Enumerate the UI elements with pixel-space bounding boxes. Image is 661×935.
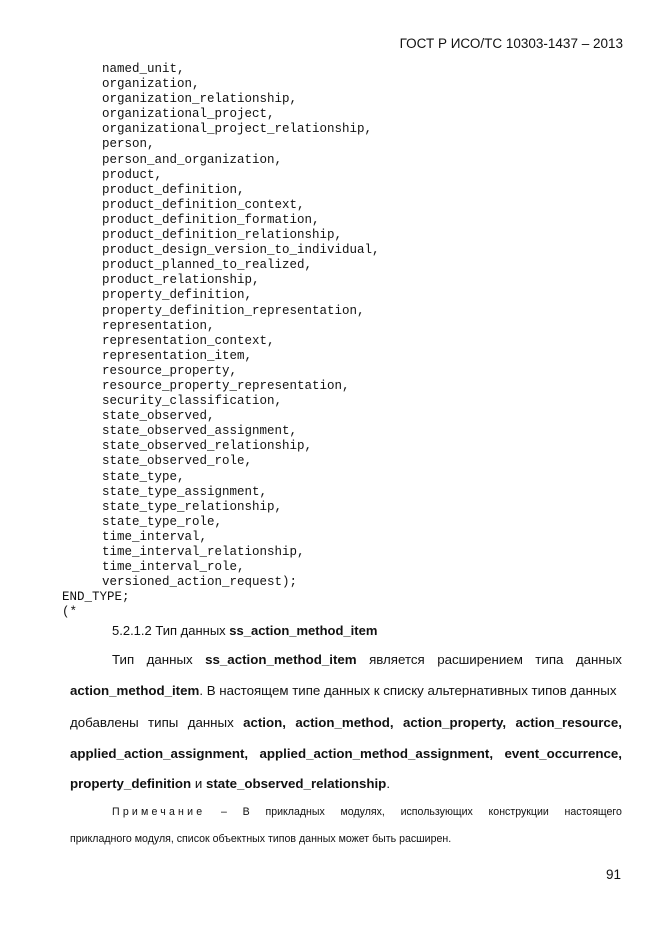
paragraph-line (70, 715, 622, 730)
word: данных (146, 652, 193, 667)
code-line: state_observed_role, (102, 454, 253, 469)
word: В (242, 806, 250, 818)
word: расширением (437, 652, 523, 667)
word: типы (148, 715, 179, 730)
type-name: action_method, (295, 715, 394, 730)
code-line: state_type_relationship, (102, 499, 283, 514)
type-name: applied_action_method_assignment, (259, 746, 494, 761)
code-line: state_observed_assignment, (102, 424, 298, 439)
document-header: ГОСТ Р ИСО/ТС 10303-1437 – 2013 (399, 36, 623, 51)
page-number: 91 (605, 867, 621, 882)
code-line: product, (102, 167, 163, 182)
code-line: state_type_role, (102, 514, 223, 529)
text: . (386, 776, 391, 791)
code-comment-open: (* (62, 605, 78, 620)
paragraph-line (70, 746, 622, 761)
code-line: state_type, (102, 469, 185, 484)
type-name: property_definition (70, 776, 192, 791)
word: модулях, (340, 806, 385, 818)
note-line (70, 806, 622, 818)
type-name: applied_action_assignment, (70, 746, 249, 761)
code-line: organization, (102, 77, 200, 92)
code-line: property_definition_representation, (102, 303, 365, 318)
code-line: representation_item, (102, 348, 253, 363)
note-dash: – (221, 806, 227, 818)
code-end-type: END_TYPE; (62, 590, 130, 605)
type-name: state_observed_relationship (205, 776, 387, 791)
type-name: action_property, (402, 715, 507, 730)
code-line: resource_property, (102, 363, 238, 378)
word: типа (535, 652, 564, 667)
code-line: time_interval_role, (102, 560, 245, 575)
paragraph-line (70, 652, 622, 667)
code-line: security_classification, (102, 394, 283, 409)
text: . В настоящем типе данных к списку альтернативных типов данных (199, 683, 617, 698)
code-line: named_unit, (102, 62, 185, 76)
word: конструкции (488, 806, 549, 818)
word: является (369, 652, 425, 667)
code-line: representation, (102, 318, 215, 333)
word: данных (187, 715, 234, 730)
code-line: product_definition, (102, 182, 245, 197)
type-name: ss_action_method_item (205, 652, 357, 667)
section-type-name: ss_action_method_item (229, 623, 378, 638)
express-code-block (62, 62, 380, 620)
code-line: property_definition, (102, 288, 253, 303)
type-name: event_occurrence, (504, 746, 622, 761)
code-line: product_definition_context, (102, 197, 305, 212)
code-line: organization_relationship, (102, 92, 298, 107)
code-line: person_and_organization, (102, 152, 283, 167)
code-line: person, (102, 137, 155, 152)
code-line: product_planned_to_realized, (102, 258, 313, 273)
code-line: product_definition_formation, (102, 212, 320, 227)
type-name: action, (243, 715, 286, 730)
word: настоящего (564, 806, 622, 818)
section-heading (112, 623, 377, 638)
code-line: organizational_project, (102, 107, 275, 122)
section-number: 5.2.1.2 Тип данных (112, 623, 230, 638)
code-line: state_observed_relationship, (102, 439, 313, 454)
code-line: representation_context, (102, 333, 275, 348)
code-line: time_interval, (102, 529, 208, 544)
word: прикладных (265, 806, 325, 818)
code-line: resource_property_representation, (102, 378, 350, 393)
code-line: versioned_action_request); (102, 575, 298, 590)
code-line: organizational_project_relationship, (102, 122, 373, 137)
code-line: product_design_version_to_individual, (102, 243, 380, 258)
note-label: Примечание (112, 806, 206, 818)
code-line: product_relationship, (102, 273, 260, 288)
code-line: product_definition_relationship, (102, 228, 343, 243)
word: добавлены (70, 715, 139, 730)
code-line: state_observed, (102, 409, 215, 424)
type-name: action_method_item (70, 683, 200, 698)
paragraph-line (70, 776, 622, 791)
type-name: action_resource, (515, 715, 622, 730)
note-line: прикладного модуля, список объектных типов данных может быть расширен. (70, 833, 452, 845)
word: использующих (400, 806, 473, 818)
text: и (191, 776, 206, 791)
paragraph-line (70, 683, 622, 698)
code-line: time_interval_relationship, (102, 545, 305, 559)
code-line: state_type_assignment, (102, 484, 268, 499)
word: данных (575, 652, 622, 667)
word: Тип (112, 652, 135, 667)
